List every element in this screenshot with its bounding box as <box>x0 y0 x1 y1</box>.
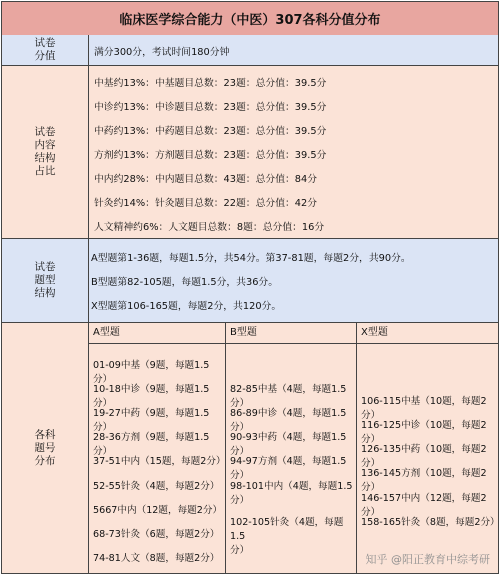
content-line: 中药约13%：中药题目总数：23题：总分值：39.5分 <box>94 126 327 137</box>
score-text: 满分300分，考试时间180分钟 <box>94 47 230 58</box>
row-score-label <box>2 35 89 65</box>
types-line: A型题第1-36题，每题1.5分，共54分。第37-81题，每题2分，共90分。 <box>91 253 411 264</box>
content-line: 方剂约13%：方剂题目总数：23题：总分值：39.5分 <box>94 150 327 161</box>
content-line: 针灸约14%：针灸题目总数：22题：总分值：42分 <box>94 198 318 209</box>
row-types-label <box>2 239 89 322</box>
dist-item: 94-97方剂（4题，每题1.5分） <box>230 456 347 481</box>
types-line: X型题第106-165题，每题2分，共120分。 <box>91 301 282 312</box>
dist-item: 136-145方剂（10题，每题2分） <box>361 468 487 493</box>
dist-item: 158-165针灸（8题，每题2分） <box>361 517 500 528</box>
dist-column-a <box>89 323 226 573</box>
dist-column-b <box>226 323 357 573</box>
row-dist-label <box>2 323 89 573</box>
row-content-content <box>89 66 498 238</box>
dist-item: 37-51中内（15题，每题2分） <box>93 456 226 467</box>
dist-item: 126-135中药（10题，每题2分） <box>361 444 487 469</box>
dist-item: 106-115中基（10题，每题2分） <box>361 396 487 421</box>
row-dist <box>2 323 498 573</box>
row-score <box>2 35 498 66</box>
dist-column-x <box>357 323 498 573</box>
row-score-label-text: 试卷 分值 <box>34 37 56 62</box>
row-types-label-text: 试卷 题型 结构 <box>34 261 56 299</box>
dist-column-header: X型题 <box>357 323 498 344</box>
dist-item: 98-101中内（4题，每题1.5 分） <box>230 481 353 506</box>
dist-column-header: A型题 <box>89 323 225 344</box>
score-distribution-table <box>1 1 499 574</box>
row-content <box>2 66 498 239</box>
dist-item: 5667中内（12题，每题2分） <box>93 505 223 516</box>
dist-item: 52-55针灸（4题，每题2分） <box>93 481 220 492</box>
dist-item: 28-36方剂（9题，每题1.5分） <box>93 432 210 457</box>
dist-item: 86-89中诊（4题，每题1.5分） <box>230 408 347 433</box>
row-content-label-text: 试卷 内容 结构 占比 <box>34 126 56 177</box>
dist-item: 116-125中诊（10题，每题2分） <box>361 420 487 445</box>
row-dist-label-text: 各科 题号 分布 <box>34 428 56 467</box>
content-line: 中内约28%：中内题目总数：43题：总分值：84分 <box>94 174 318 185</box>
dist-item: 68-73针灸（6题，每题2分） <box>93 529 220 540</box>
dist-item: 82-85中基（4题，每题1.5分） <box>230 384 347 409</box>
dist-item: 01-09中基（9题，每题1.5分） <box>93 360 210 385</box>
row-types-content <box>89 239 498 322</box>
row-types <box>2 239 498 323</box>
dist-item: 10-18中诊（9题，每题1.5分） <box>93 384 210 409</box>
dist-item: 102-105针灸（4题，每题1.5 分） <box>230 517 344 556</box>
row-dist-content <box>89 323 498 573</box>
content-line: 人文精神约6%：人文题目总数：8题：总分值：16分 <box>94 222 325 233</box>
row-content-label <box>2 66 89 238</box>
types-line: B型题第82-105题，每题1.5分，共36分。 <box>91 277 279 288</box>
dist-item: 146-157中内（12题，每题2分） <box>361 493 487 518</box>
table-title: 临床医学综合能力（中医）307各科分值分布 <box>2 2 498 36</box>
content-line: 中诊约13%：中诊题目总数：23题：总分值：39.5分 <box>94 102 327 113</box>
content-line: 中基约13%：中基题目总数：23题：总分值：39.5分 <box>94 78 327 89</box>
row-score-content <box>89 35 498 65</box>
dist-item: 19-27中药（9题，每题1.5分） <box>93 408 210 433</box>
dist-item: 74-81人文（8题，每题2分） <box>93 553 220 564</box>
watermark: 知乎 @阳正教育中综考研 <box>365 553 490 566</box>
dist-item: 90-93中药（4题，每题1.5分） <box>230 432 347 457</box>
dist-column-header: B型题 <box>226 323 356 344</box>
